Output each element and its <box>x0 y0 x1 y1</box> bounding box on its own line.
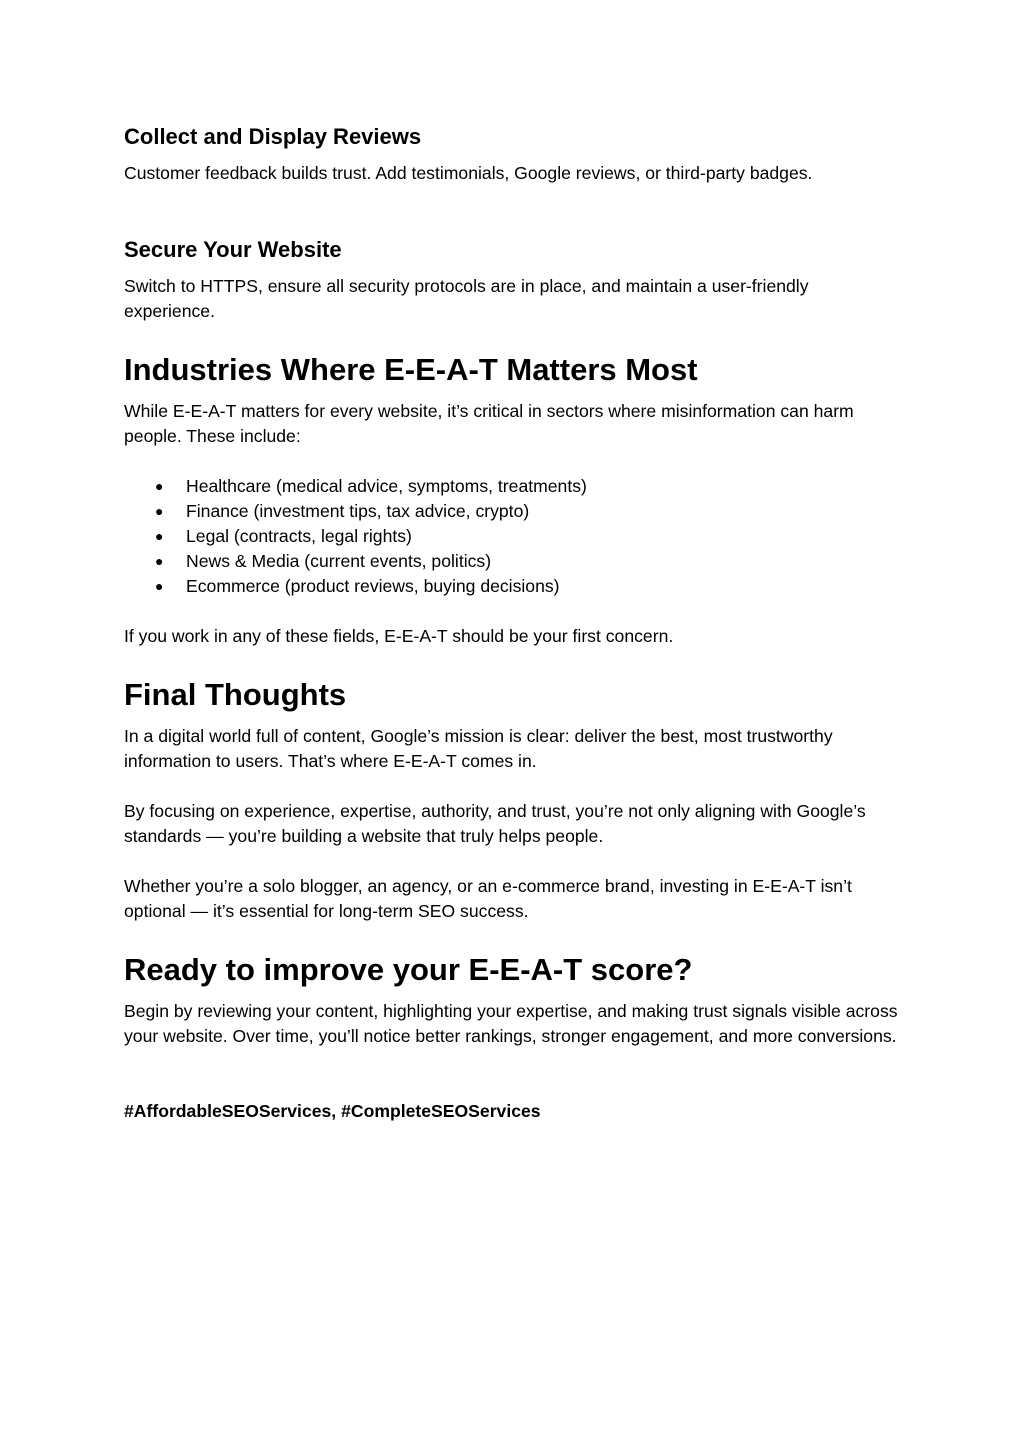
heading-secure-website: Secure Your Website <box>124 237 342 262</box>
list-item-text: Healthcare (medical advice, symptoms, treatments) <box>186 476 587 496</box>
paragraph-industries-intro: While E-E-A-T matters for every website, it’s critical in sectors where misinformation can harm people. These include: <box>124 401 854 446</box>
hashtags: #AffordableSEOServices, #CompleteSEOServices <box>124 1101 541 1121</box>
bullet-icon: ● <box>155 528 164 544</box>
paragraph-final-1: In a digital world full of content, Google’s mission is clear: deliver the best, most trustworthy information to users. That’s where E-E-A-T comes in. <box>124 726 833 771</box>
paragraph-final-3: Whether you’re a solo blogger, an agency, or an e-commerce brand, investing in E-E-A-T isn’t optional — it’s essential for long-term SEO success. <box>124 876 852 921</box>
heading-industries: Industries Where E-E-A-T Matters Most <box>124 352 698 387</box>
list-item-text: Legal (contracts, legal rights) <box>186 526 412 546</box>
bullet-icon: ● <box>155 578 164 594</box>
list-item-text: Ecommerce (product reviews, buying decisions) <box>186 576 560 596</box>
paragraph-final-2: By focusing on experience, expertise, authority, and trust, you’re not only aligning with Google’s standards — you’re building a website that truly helps people. <box>124 801 866 846</box>
list-item-text: Finance (investment tips, tax advice, crypto) <box>186 501 530 521</box>
heading-collect-reviews: Collect and Display Reviews <box>124 124 422 149</box>
paragraph-secure-website: Switch to HTTPS, ensure all security protocols are in place, and maintain a user-friendly experience. <box>124 276 809 321</box>
paragraph-ready: Begin by reviewing your content, highlighting your expertise, and making trust signals visible across your website. Over time, you’ll notice better rankings, stronger engagement, and more conversions. <box>124 1001 898 1046</box>
heading-ready-to-improve: Ready to improve your E-E-A-T score? <box>124 952 693 987</box>
paragraph-industries-outro: If you work in any of these fields, E-E-A-T should be your first concern. <box>124 626 674 646</box>
paragraph-collect-reviews: Customer feedback builds trust. Add testimonials, Google reviews, or third-party badges. <box>124 163 813 183</box>
bullet-icon: ● <box>155 503 164 519</box>
list-item-text: News & Media (current events, politics) <box>186 551 492 571</box>
bullet-icon: ● <box>155 478 164 494</box>
bullet-icon: ● <box>155 553 164 569</box>
heading-final-thoughts: Final Thoughts <box>124 677 347 712</box>
